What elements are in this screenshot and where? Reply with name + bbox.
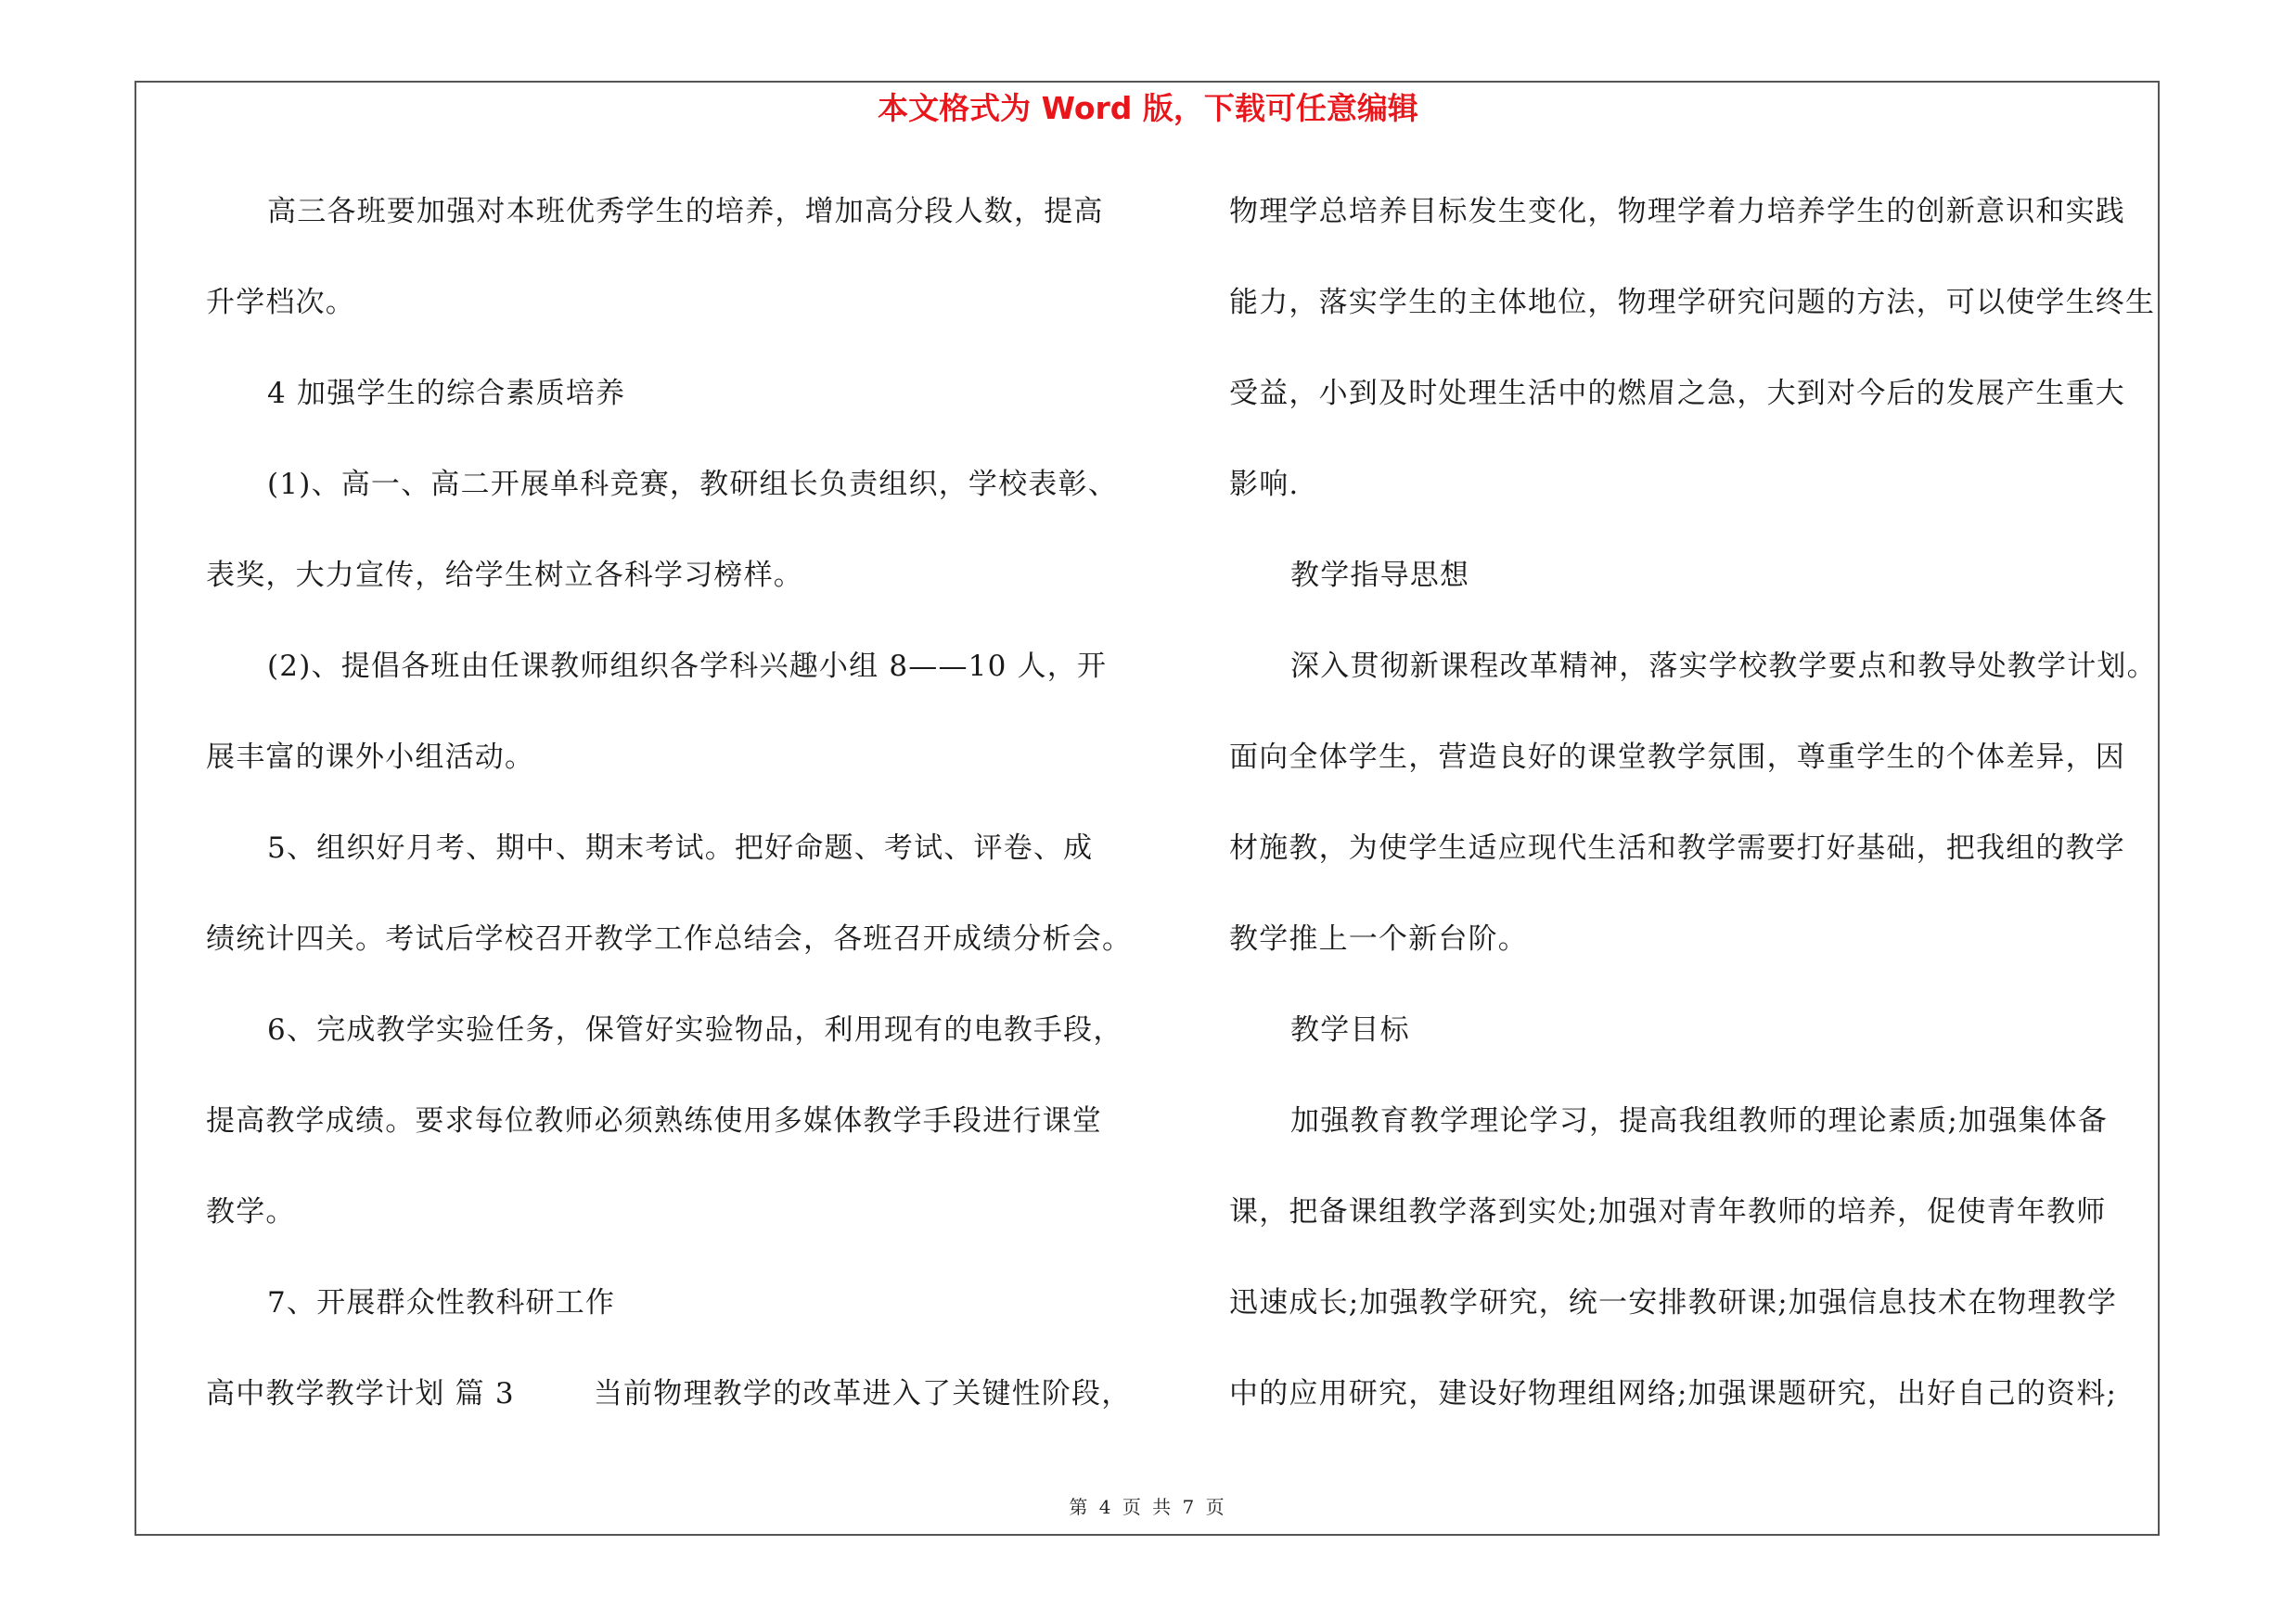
paragraph-line: 表奖，大力宣传，给学生树立各科学习榜样。 bbox=[206, 559, 803, 592]
page-number: 第 4 页 共 7 页 bbox=[1069, 1496, 1227, 1518]
paragraph-line: (1)、高一、高二开展单科竞赛，教研组长负责组织，学校表彰、 bbox=[267, 468, 1118, 501]
paragraph-line: 深入贯彻新课程改革精神，落实学校教学要点和教导处教学计划。 bbox=[1290, 650, 2157, 683]
paragraph-line: 物理学总培养目标发生变化，物理学着力培养学生的创新意识和实践 bbox=[1229, 195, 2125, 228]
paragraph-line: 5、组织好月考、期中、期末考试。把好命题、考试、评卷、成 bbox=[267, 831, 1094, 865]
paragraph-line: 能力，落实学生的主体地位，物理学研究问题的方法，可以使学生终生 bbox=[1229, 286, 2156, 319]
paragraph-line: 高三各班要加强对本班优秀学生的培养，增加高分段人数，提高 bbox=[267, 195, 1104, 228]
right-column bbox=[1229, 184, 2161, 1457]
paragraph-line: 加强教育教学理论学习，提高我组教师的理论素质;加强集体备 bbox=[1290, 1104, 2109, 1138]
format-notice-banner: 本文格式为 Word 版，下载可任意编辑 bbox=[878, 90, 1418, 126]
paragraph-line: 影响. bbox=[1229, 468, 1300, 501]
paragraph-line: 中的应用研究，建设好物理组网络;加强课题研究，出好自己的资料; bbox=[1229, 1377, 2118, 1410]
paragraph-text: 当前物理教学的改革进入了关键性阶段， bbox=[593, 1377, 1132, 1410]
paragraph-line: 6、完成教学实验任务，保管好实验物品，利用现有的电教手段， bbox=[267, 1013, 1123, 1047]
paragraph-line: 展丰富的课外小组活动。 bbox=[206, 741, 535, 774]
section-heading: 7、开展群众性教科研工作 bbox=[267, 1286, 616, 1320]
paragraph-line: (2)、提倡各班由任课教师组织各学科兴趣小组 8——10 人，开 bbox=[267, 650, 1108, 683]
paragraph-line: 升学档次。 bbox=[206, 286, 355, 319]
section-heading: 教学目标 bbox=[1290, 1013, 1410, 1047]
left-column bbox=[206, 184, 1180, 1457]
paragraph-line: 提高教学成绩。要求每位教师必须熟练使用多媒体教学手段进行课堂 bbox=[206, 1104, 1102, 1138]
section-heading: 4 加强学生的综合素质培养 bbox=[267, 377, 626, 410]
paragraph-line: 面向全体学生，营造良好的课堂教学氛围，尊重学生的个体差异，因 bbox=[1229, 741, 2125, 774]
section-heading: 教学指导思想 bbox=[1290, 559, 1470, 592]
paragraph-line: 受益，小到及时处理生活中的燃眉之急，大到对今后的发展产生重大 bbox=[1229, 377, 2125, 410]
paragraph-line: 教学推上一个新台阶。 bbox=[1229, 922, 1528, 956]
paragraph-line: 教学。 bbox=[206, 1195, 296, 1229]
paragraph-line: 绩统计四关。考试后学校召开教学工作总结会，各班召开成绩分析会。 bbox=[206, 922, 1133, 956]
paragraph-line bbox=[206, 1366, 1180, 1457]
paragraph-line: 材施教，为使学生适应现代生活和教学需要打好基础，把我组的教学 bbox=[1229, 831, 2125, 865]
plan-heading: 高中教学教学计划 篇 3 bbox=[206, 1377, 515, 1410]
paragraph-line: 课，把备课组教学落到实处;加强对青年教师的培养，促使青年教师 bbox=[1229, 1195, 2107, 1229]
paragraph-line: 迅速成长;加强教学研究，统一安排教研课;加强信息技术在物理教学 bbox=[1229, 1286, 2118, 1320]
